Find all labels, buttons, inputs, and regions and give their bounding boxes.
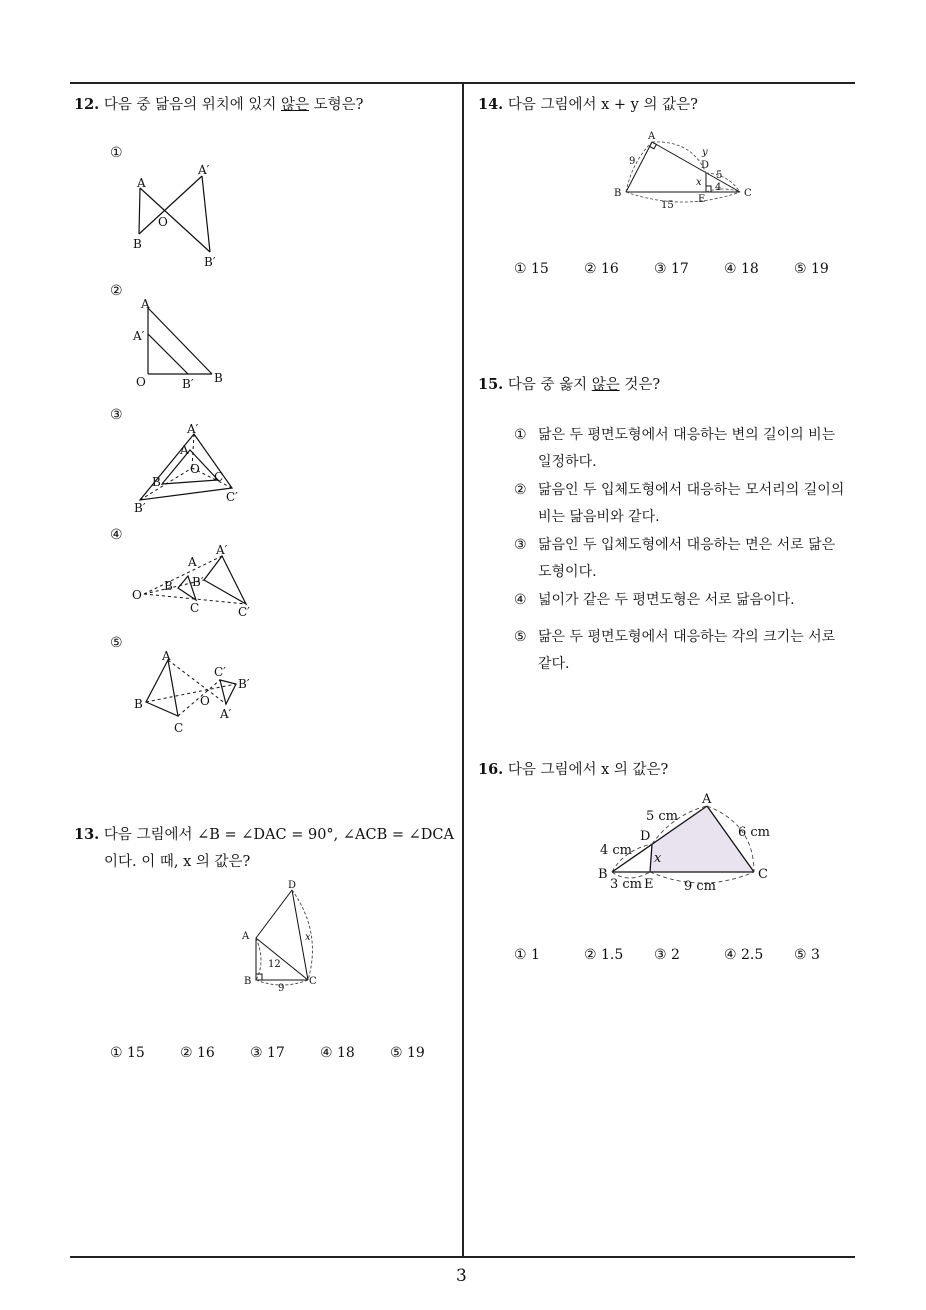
q14-label-E: E <box>698 194 706 205</box>
svg-text:O: O <box>190 462 200 476</box>
svg-text:O: O <box>136 375 146 389</box>
svg-text:B: B <box>134 697 143 711</box>
q16-label-D: D <box>640 829 651 844</box>
q14-label-15: 15 <box>661 200 674 211</box>
q16-option-2[interactable]: ② 1.5 <box>584 947 624 963</box>
q13-label-D: D <box>288 880 297 891</box>
svg-text:O: O <box>158 215 168 229</box>
q14-label-D: D <box>701 160 710 171</box>
bottom-rule <box>70 1256 855 1258</box>
q14-figure <box>608 126 758 214</box>
q15-text-end: 것은? <box>619 377 661 393</box>
svg-text:A′: A′ <box>198 163 210 177</box>
q13-option-1[interactable]: ① 15 <box>110 1045 145 1061</box>
q13-label-C: C <box>309 976 317 987</box>
q13-text-line1: 다음 그림에서 ∠B = ∠DAC = 90°, ∠ACB = ∠DCA <box>103 827 454 843</box>
q12-figure-4 <box>128 540 268 630</box>
svg-text:C: C <box>174 721 184 735</box>
q14-option-3[interactable]: ③ 17 <box>654 261 689 277</box>
q16-text: 다음 그림에서 x 의 값은? <box>507 762 669 778</box>
q14-label-B: B <box>614 188 622 199</box>
q13-number: 13. <box>74 826 100 843</box>
svg-text:A: A <box>188 555 197 569</box>
q15-statement-2[interactable] <box>514 477 850 531</box>
q12-choice-5-mark[interactable]: ⑤ <box>110 635 123 651</box>
q14-label-4: 4 <box>715 182 722 193</box>
svg-text:A′: A′ <box>220 707 232 721</box>
q13-option-4[interactable]: ④ 18 <box>320 1045 355 1061</box>
q12-choice-1-mark[interactable]: ① <box>110 145 123 161</box>
svg-text:C′: C′ <box>238 605 250 619</box>
q12-choice-3-mark[interactable]: ③ <box>110 407 123 423</box>
q16-option-5[interactable]: ⑤ 3 <box>794 947 820 963</box>
q15-statement-3-text: 닮음인 두 입체도형에서 대응하는 면은 서로 닮은 도형이다. <box>538 537 836 580</box>
svg-text:C′: C′ <box>226 490 238 504</box>
q14-option-2[interactable]: ② 16 <box>584 261 619 277</box>
q12-text: 다음 중 닮음의 위치에 있지 <box>103 97 281 113</box>
svg-text:A′: A′ <box>216 543 228 557</box>
q15-statement-3[interactable] <box>514 532 850 586</box>
q15-statement-3-mark: ③ <box>514 537 527 553</box>
q12-text-end: 도형은? <box>308 97 364 113</box>
q16-label-9cm: 9 cm <box>684 879 717 894</box>
svg-text:A: A <box>137 176 146 190</box>
q13-option-2[interactable]: ② 16 <box>180 1045 215 1061</box>
svg-text:B′: B′ <box>238 677 250 691</box>
svg-text:B: B <box>164 579 173 593</box>
q15-statement-5[interactable] <box>514 624 850 678</box>
q15-number: 15. <box>478 376 504 393</box>
q13-figure <box>236 876 336 996</box>
q15-statement-1[interactable] <box>514 422 850 476</box>
svg-text:B′: B′ <box>204 255 216 269</box>
q14-label-9: 9 <box>629 156 636 167</box>
svg-text:B′: B′ <box>192 575 204 589</box>
q15-statement-5-mark: ⑤ <box>514 629 527 645</box>
q15-statement-5-text: 닮은 두 평면도형에서 대응하는 각의 크기는 서로 같다. <box>538 629 836 672</box>
q15-statement-1-text: 닮은 두 평면도형에서 대응하는 변의 길이의 비는 일정하다. <box>538 427 836 470</box>
q14-label-y: y <box>702 147 708 158</box>
q13-title <box>74 823 454 844</box>
q12-choice-4-mark[interactable]: ④ <box>110 527 123 543</box>
q15-title <box>478 373 660 394</box>
q13-label-9: 9 <box>278 983 285 994</box>
q16-number: 16. <box>478 761 504 778</box>
q13-option-5[interactable]: ⑤ 19 <box>390 1045 425 1061</box>
q14-text: 다음 그림에서 x + y 의 값은? <box>507 97 698 113</box>
q16-label-C: C <box>758 867 768 882</box>
q13-label-A: A <box>242 931 250 942</box>
q16-title <box>478 758 668 779</box>
q15-underlined: 않은 <box>591 377 620 393</box>
q15-statement-1-mark: ① <box>514 427 527 443</box>
q16-label-3cm: 3 cm <box>610 877 643 892</box>
q15-statement-4-mark: ④ <box>514 592 527 608</box>
q14-label-A: A <box>648 131 656 142</box>
q14-label-x: x <box>696 177 702 188</box>
q16-label-E: E <box>644 877 654 892</box>
q12-figure-5 <box>128 646 268 738</box>
q12-title <box>74 93 363 114</box>
svg-text:B: B <box>152 475 161 489</box>
svg-text:B: B <box>214 371 223 385</box>
q12-choice-2-mark[interactable]: ② <box>110 283 123 299</box>
q12-number: 12. <box>74 96 100 113</box>
page-number: 3 <box>456 1266 467 1286</box>
q16-option-4[interactable]: ④ 2.5 <box>724 947 764 963</box>
q12-figure-3 <box>128 418 248 518</box>
q12-figure-2 <box>128 294 228 394</box>
q15-statement-2-mark: ② <box>514 482 527 498</box>
q13-label-x: x <box>305 932 311 943</box>
svg-text:C: C <box>214 470 224 484</box>
svg-text:B: B <box>133 237 142 251</box>
q15-statement-2-text: 닮음인 두 입체도형에서 대응하는 모서리의 길이의 비는 닮음비와 같다. <box>538 482 845 525</box>
q16-label-A: A <box>702 792 712 807</box>
column-divider <box>462 82 464 1257</box>
q16-option-3[interactable]: ③ 2 <box>654 947 680 963</box>
q13-option-3[interactable]: ③ 17 <box>250 1045 285 1061</box>
q12-underlined: 않은 <box>280 97 309 113</box>
svg-text:O: O <box>132 588 142 602</box>
q15-statement-4[interactable] <box>514 587 850 614</box>
svg-text:A′: A′ <box>133 329 145 343</box>
q13-text-line2: 이다. 이 때, x 의 값은? <box>104 854 251 870</box>
q14-label-5: 5 <box>716 170 723 181</box>
q16-label-5cm: 5 cm <box>646 809 679 824</box>
q15-text: 다음 중 옳지 <box>507 377 592 393</box>
svg-text:C′: C′ <box>214 665 226 679</box>
q13-label-12: 12 <box>268 959 281 970</box>
q12-figure-1 <box>128 158 228 270</box>
q14-option-4[interactable]: ④ 18 <box>724 261 759 277</box>
q16-label-4cm: 4 cm <box>600 843 633 858</box>
q13-label-B: B <box>244 976 252 987</box>
q16-label-B: B <box>598 867 608 882</box>
q14-title <box>478 93 698 114</box>
q15-statement-4-text: 넓이가 같은 두 평면도형은 서로 닮음이다. <box>538 592 795 608</box>
q14-option-1[interactable]: ① 15 <box>514 261 549 277</box>
q14-option-5[interactable]: ⑤ 19 <box>794 261 829 277</box>
svg-text:A: A <box>141 297 150 311</box>
q14-label-C: C <box>744 188 752 199</box>
svg-text:A′: A′ <box>187 422 199 436</box>
q16-label-x: x <box>654 851 662 866</box>
q16-label-6cm: 6 cm <box>738 825 771 840</box>
svg-text:A: A <box>162 649 171 663</box>
svg-text:B′: B′ <box>134 501 146 515</box>
q16-figure <box>594 788 780 898</box>
q16-option-1[interactable]: ① 1 <box>514 947 540 963</box>
svg-text:C: C <box>190 601 200 615</box>
svg-text:A: A <box>180 443 189 457</box>
svg-text:O: O <box>200 694 210 708</box>
svg-text:B′: B′ <box>182 377 194 391</box>
q14-number: 14. <box>478 96 504 113</box>
